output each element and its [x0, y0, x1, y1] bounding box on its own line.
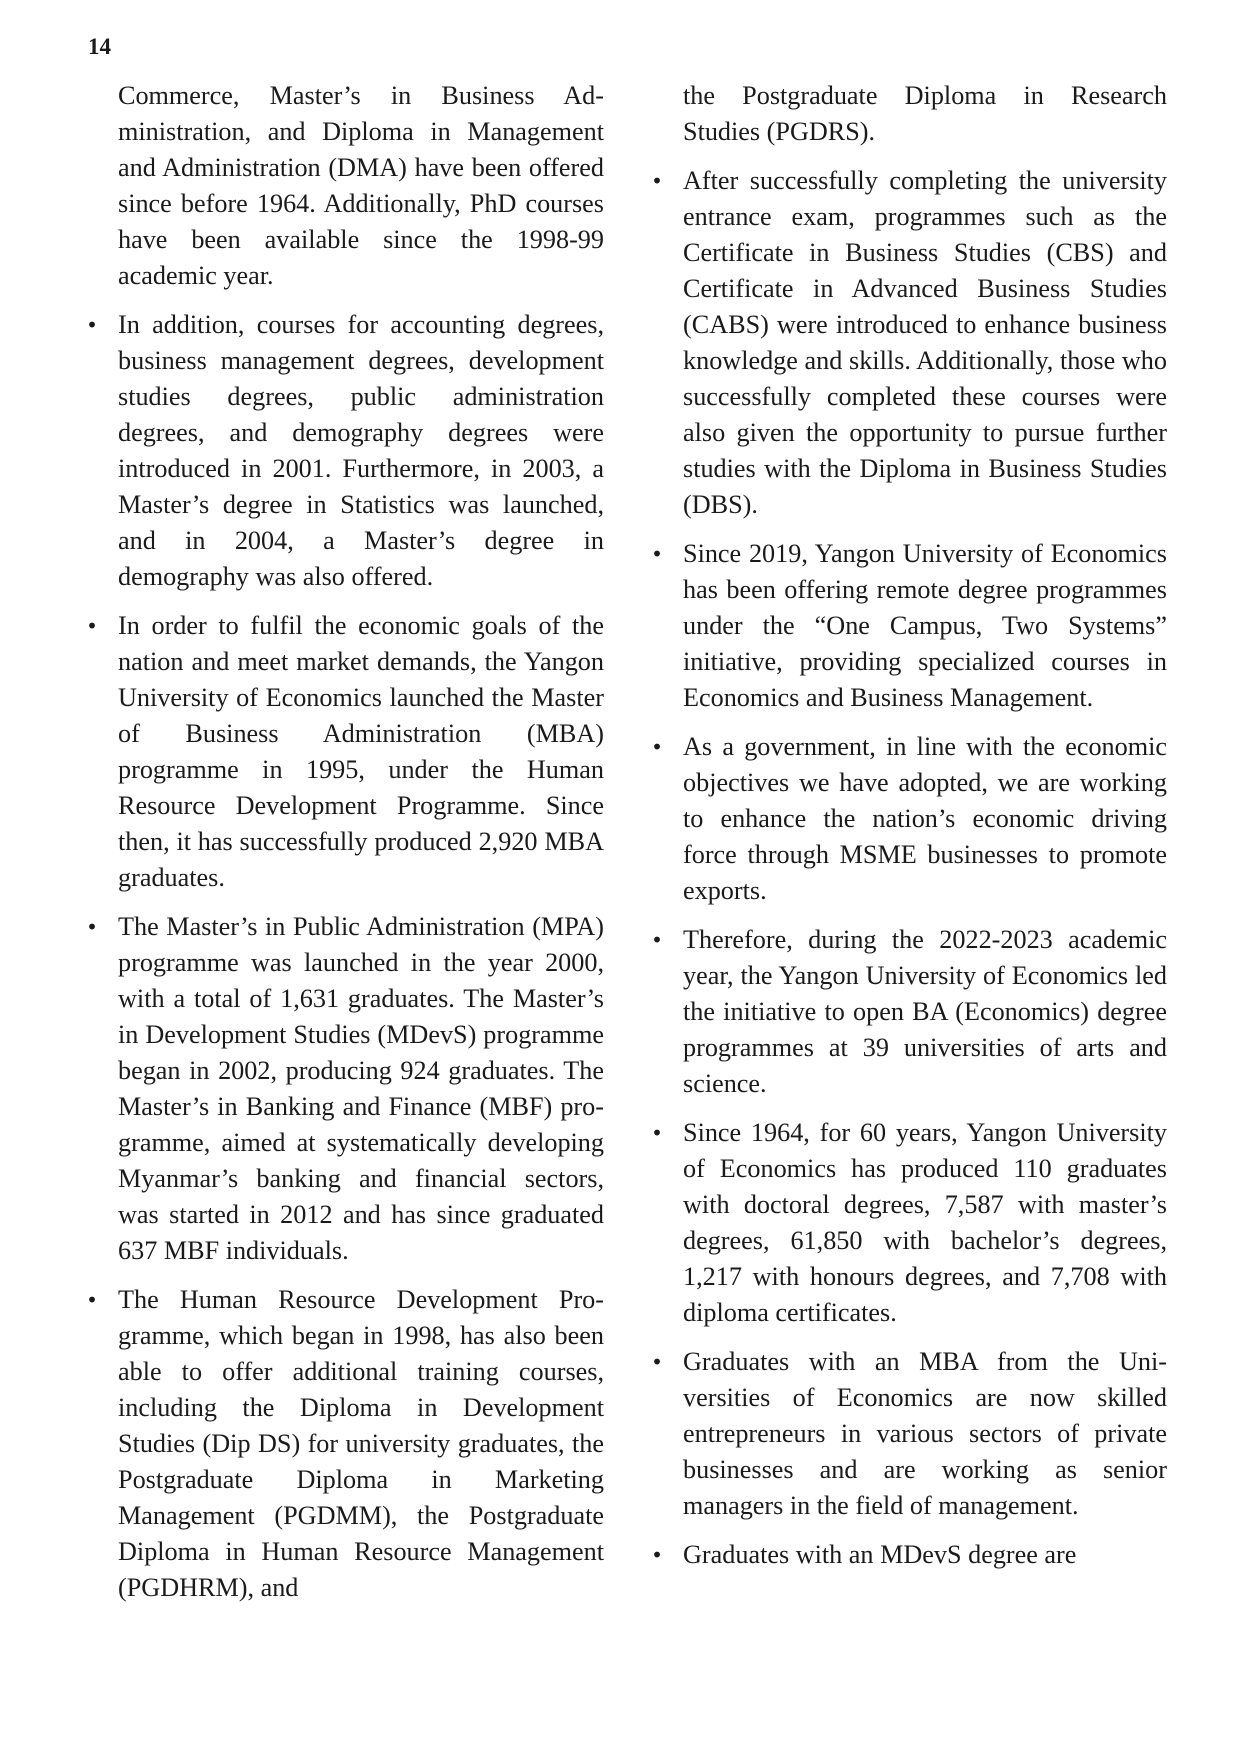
bullet-icon: •	[86, 313, 98, 337]
bullet-icon: •	[651, 928, 663, 952]
bullet-text: Since 2019, Yangon University of Economics has been offering remote degree programmes under the “One Campus, Two Systems” initiative, providing specialized courses in Economics and Business Management.	[683, 539, 1167, 712]
bullet-icon: •	[651, 1350, 663, 1374]
bullet-text: In addition, courses for accounting degrees, business management degrees, development studies degrees, public administration degrees, and demography degrees were introduced in 2001. Furthermore, in 2003, a Master’s degree in Statistics was launched, and in 2004, a Master’s degree in demography was also offered.	[118, 310, 604, 591]
bullet-text: Since 1964, for 60 years, Yangon University of Economics has produced 110 graduates with doctoral degrees, 7,587 with master’s degrees, 61,850 with bachelor’s degrees, 1,217 with honours degrees, and 7,708 with diploma certificates.	[683, 1118, 1167, 1327]
bullet-icon: •	[651, 1543, 663, 1567]
bullet-item	[86, 909, 604, 1269]
bullet-text: As a government, in line with the economic objectives we have adopted, we are working to enhance the nation’s economic driving force through MSME businesses to promote exports.	[683, 732, 1167, 905]
left-intro-paragraph: Commerce, Master’s in Business Administration, and Diploma in Management and Administration (DMA) have been offered since before 1964. Additionally, PhD courses have been available since the 1998-99 academic year.	[118, 81, 604, 290]
bullet-icon: •	[651, 735, 663, 759]
bullet-item	[651, 1344, 1167, 1524]
bullet-text: The Human Resource Development Programme, which began in 1998, has also been able to offer additional training courses, including the Diploma in Development Studies (Dip DS) for university graduates, the Postgraduate Diploma in Marketing Management (PGDMM), the Postgraduate Diploma in Human Resource Management (PGDHRM), and	[118, 1285, 604, 1602]
bullet-text: Graduates with an MDevS degree are	[683, 1540, 1077, 1569]
bullet-item	[651, 536, 1167, 716]
bullet-item	[86, 608, 604, 896]
bullet-text: In order to fulfil the economic goals of the nation and meet market demands, the Yangon University of Economics launched the Master of Business Administration (MBA) programme in 1995, under the Human Resource Development Programme. Since then, it has successfully produced 2,920 MBA graduates.	[118, 611, 604, 892]
bullet-text: Therefore, during the 2022-2023 academic year, the Yangon University of Economics led the initiative to open BA (Economics) degree programmes at 39 universities of arts and science.	[683, 925, 1167, 1098]
bullet-item	[651, 1537, 1167, 1573]
bullet-item	[651, 729, 1167, 909]
bullet-text: After successfully completing the university entrance exam, programmes such as the Certificate in Business Studies (CBS) and Certificate in Advanced Business Studies (CABS) were introduced to enhance business knowledge and skills. Additionally, those who successfully completed these courses were also given the opportunity to pursue further studies with the Diploma in Business Studies (DBS).	[683, 166, 1167, 519]
bullet-icon: •	[651, 542, 663, 566]
right-column	[651, 78, 1167, 1586]
bullet-text: Graduates with an MBA from the Universities of Economics are now skilled entrepreneurs in various sectors of private businesses and are working as senior managers in the field of management.	[683, 1347, 1167, 1520]
bullet-item	[651, 163, 1167, 523]
left-column	[86, 78, 604, 1619]
bullet-icon: •	[86, 1288, 98, 1312]
bullet-icon: •	[651, 1121, 663, 1145]
bullet-icon: •	[86, 915, 98, 939]
bullet-item	[651, 922, 1167, 1102]
page-number: 14	[88, 34, 111, 59]
bullet-icon: •	[86, 614, 98, 638]
bullet-item	[651, 1115, 1167, 1331]
bullet-icon: •	[651, 169, 663, 193]
right-intro-paragraph: the Postgraduate Diploma in Research Studies (PGDRS).	[683, 81, 1167, 146]
bullet-item	[86, 307, 604, 595]
bullet-text: The Master’s in Public Administration (MPA) programme was launched in the year 2000, with a total of 1,631 graduates. The Master’s in Development Studies (MDevS) programme began in 2002, producing 924 graduates. The Master’s in Banking and Finance (MBF) programme, aimed at systematically developing Myanmar’s banking and financial sectors, was started in 2012 and has since graduated 637 MBF individuals.	[118, 912, 604, 1265]
bullet-item	[86, 1282, 604, 1606]
